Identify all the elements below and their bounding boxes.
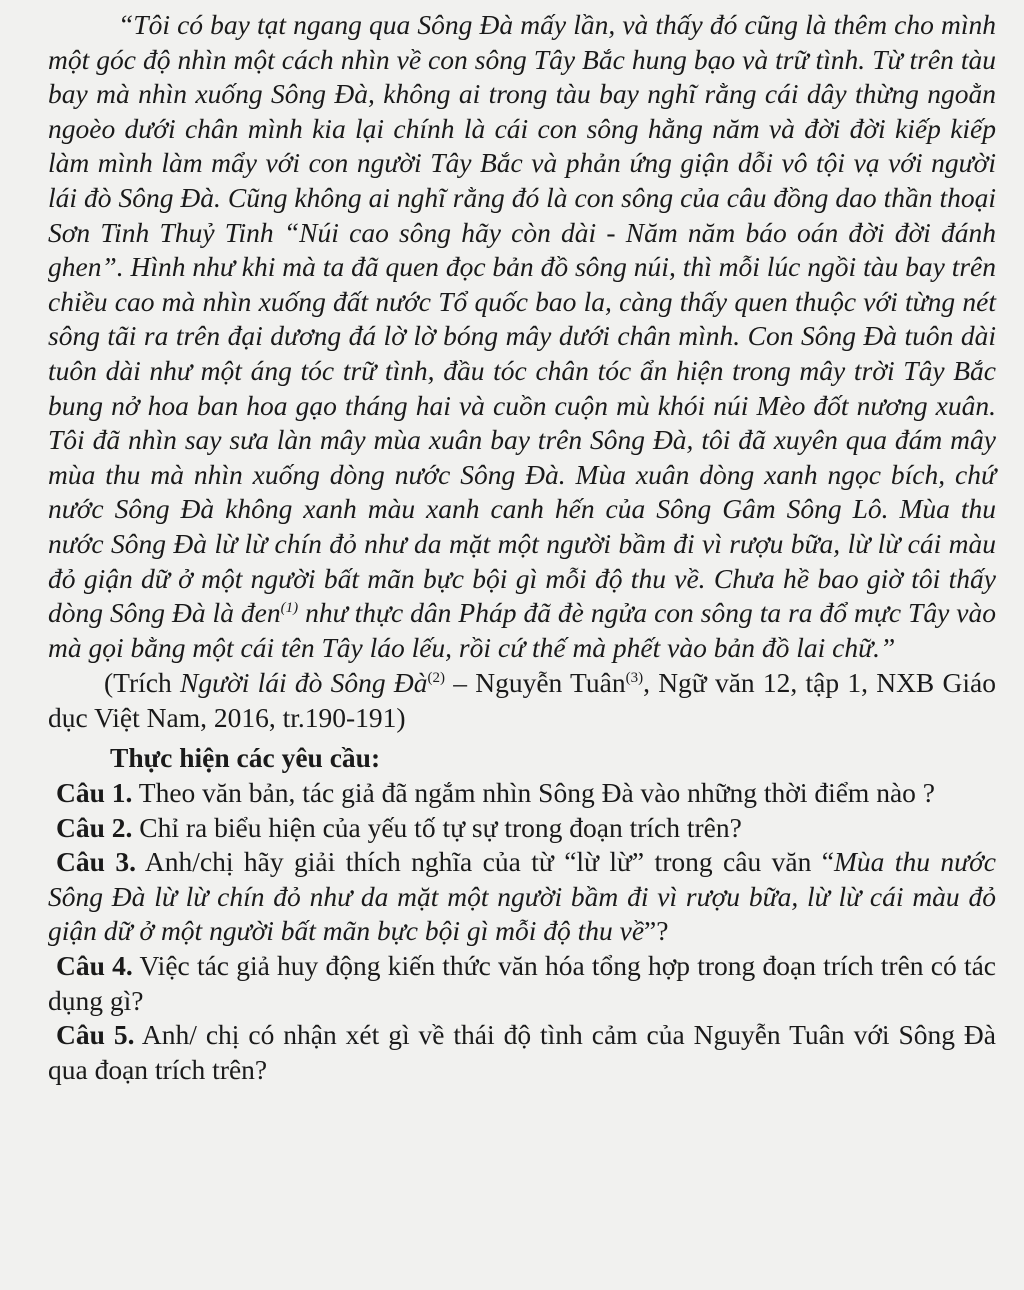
question-4-label: Câu 4.: [56, 950, 133, 982]
footnote-marker-3: (3): [625, 670, 644, 687]
question-3: [48, 845, 996, 949]
excerpt-passage: [48, 8, 996, 665]
excerpt-text-part-1: “Tôi có bay tạt ngang qua Sông Đà mấy lần, và thấy đó cũng là thêm cho mình một góc độ nhìn một cách nhìn về con sông Tây Bắc hung bạo và trữ tình. Từ trên tàu bay mà nhìn xuống Sông Đà, không ai trong tàu bay nghĩ rằng cái dây thừng ngoằn ngoèo dưới chân mình kia lại chính là cái con sông hằng năm và đời đời kiếp kiếp làm mình làm mẩy với con người Tây Bắc và phản ứng giận dỗi vô tội vạ với người lái đò Sông Đà. Cũng không ai nghĩ rằng đó là con sông của câu đồng dao thần thoại Sơn Tinh Thuỷ Tinh “Núi cao sông hãy còn dài - Năm năm báo oán đời đời đánh ghen”. Hình như khi mà ta đã quen đọc bản đồ sông núi, thì mỗi lúc ngồi tàu bay trên chiều cao mà nhìn xuống đất nước Tổ quốc bao la, càng thấy quen thuộc với từng nét sông tãi ra trên đại dương đá lờ lờ bóng mây dưới chân mình. Con Sông Đà tuôn dài tuôn dài như một áng tóc trữ tình, đầu tóc chân tóc ẩn hiện trong mây trời Tây Bắc bung nở hoa ban hoa gạo tháng hai và cuồn cuộn mù khói núi Mèo đốt nương xuân. Tôi đã nhìn say sưa làn mây mùa xuân bay trên Sông Đà, tôi đã xuyên qua đám mây mùa thu mà nhìn xuống dòng nước Sông Đà. Mùa xuân dòng xanh ngọc bích, chứ nước Sông Đà không xanh màu xanh canh hến của Sông Gâm Sông Lô. Mùa thu nước Sông Đà lừ lừ chín đỏ như da mặt một người bầm đi vì rượu bữa, lừ lừ cái màu đỏ giận dữ ở một người bất mãn bực bội gì mỗi độ thu về. Chưa hề bao giờ tôi thấy dòng Sông Đà là đen: [48, 9, 996, 629]
question-1-text: Theo văn bản, tác giả đã ngắm nhìn Sông Đà vào những thời điểm nào ?: [132, 777, 935, 809]
question-4-text: Việc tác giả huy động kiến thức văn hóa tổng hợp trong đoạn trích trên có tác dụng gì?: [48, 950, 996, 1016]
question-4: [48, 949, 996, 1018]
question-3-text-before: Anh/chị hãy giải thích nghĩa của từ “lừ lừ” trong câu văn “: [135, 846, 834, 878]
citation-open: (Trích: [104, 667, 180, 699]
question-2: [48, 811, 996, 846]
citation-author: – Nguyễn Tuân: [445, 667, 626, 699]
question-5-text: Anh/ chị có nhận xét gì về thái độ tình cảm của Nguyễn Tuân với Sông Đà qua đoạn trích trên?: [48, 1019, 996, 1085]
question-3-text-after: ”?: [644, 915, 669, 947]
excerpt-text-part-2: như thực dân Pháp đã đè ngửa con sông ta ra đổ mực Tây vào mà gọi bằng một cái tên Tây láo lếu, rồi cứ thế mà phết vào bản đồ lai chữ.”: [48, 597, 996, 663]
question-3-label: Câu 3.: [56, 846, 136, 878]
citation-source: , Ngữ văn 12, tập 1, NXB Giáo dục Việt Nam, 2016, tr.190-191): [48, 667, 996, 733]
question-3-quote: Mùa thu nước Sông Đà lừ lừ chín đỏ như da mặt một người bầm đi vì rượu bữa, lừ lừ cái màu đỏ giận dữ ở một người bất mãn bực bội gì mỗi độ thu về: [48, 846, 997, 947]
question-5-label: Câu 5.: [56, 1019, 135, 1051]
question-2-label: Câu 2.: [56, 811, 133, 843]
footnote-marker-1: (1): [280, 599, 299, 616]
footnote-marker-2: (2): [427, 670, 445, 687]
citation-work-title: Người lái đò Sông Đà: [179, 667, 428, 699]
question-1: [48, 776, 996, 811]
excerpt-citation: [48, 666, 996, 735]
question-5: [48, 1018, 996, 1087]
question-1-label: Câu 1.: [56, 777, 133, 809]
question-2-text: Chỉ ra biểu hiện của yếu tố tự sự trong đoạn trích trên?: [132, 811, 742, 843]
tasks-heading: Thực hiện các yêu cầu:: [110, 742, 381, 774]
